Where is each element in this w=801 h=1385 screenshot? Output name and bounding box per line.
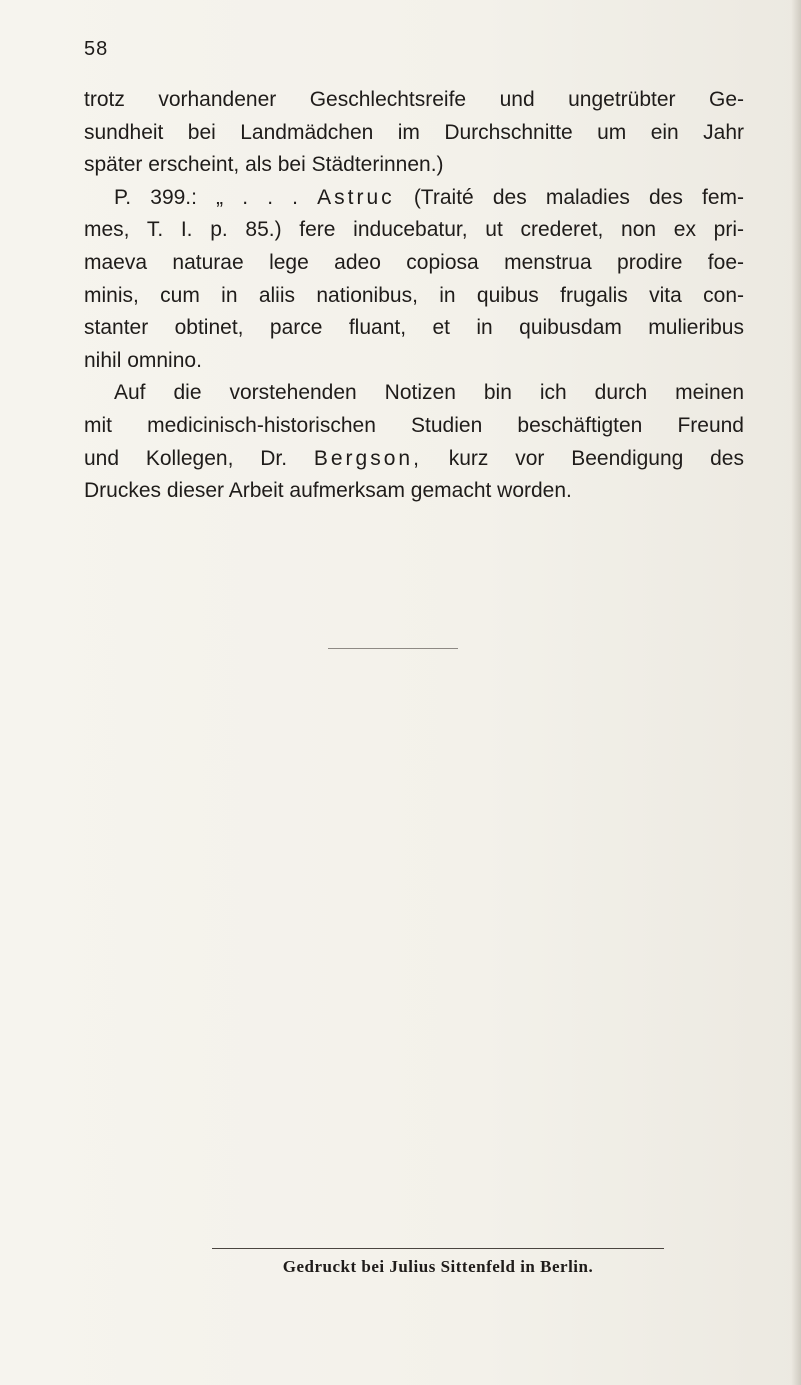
text-line: sundheit bei Landmädchen im Durchschnitte um ein Jahr <box>84 120 744 144</box>
citation-title: (Traité des maladies des fem- <box>413 185 744 209</box>
text-line <box>84 443 744 476</box>
printer-imprint: Gedruckt bei Julius Sittenfeld in Berlin. <box>282 1257 594 1276</box>
author-name: Astruc <box>317 185 395 209</box>
text-line: Druckes dieser Arbeit aufmerksam gemacht worden. <box>84 479 572 503</box>
text-line: maeva naturae lege adeo copiosa menstrua prodire foe- <box>84 250 744 274</box>
text-segment: kurz vor Beendigung des <box>448 446 744 470</box>
text-line: Auf die vorstehenden Notizen bin ich durch meinen <box>114 381 744 405</box>
divider-rule <box>328 648 458 649</box>
text-line: mes, T. I. p. 85.) fere inducebatur, ut crederet, non ex pri- <box>84 218 744 242</box>
body-text <box>84 84 744 508</box>
person-name: Bergson, <box>313 446 422 470</box>
paragraph-2 <box>84 182 744 378</box>
text-line: nihil omnino. <box>84 348 202 372</box>
paragraph-1 <box>84 84 744 182</box>
text-line: stanter obtinet, parce fluant, et in quibusdam mulieribus <box>84 316 744 340</box>
text-line: später erscheint, als bei Städterinnen.) <box>84 153 444 177</box>
text-line: trotz vorhandener Geschlechtsreife und ungetrübter Ge- <box>84 88 744 111</box>
citation-reference: P. 399.: „ . . . <box>114 185 299 209</box>
text-line <box>84 182 744 215</box>
text-segment: und Kollegen, Dr. <box>84 446 288 470</box>
page-edge-shadow <box>791 0 801 1385</box>
text-line: minis, cum in aliis nationibus, in quibus frugalis vita con- <box>84 283 744 307</box>
footer-rule <box>212 1248 664 1249</box>
page-number: 58 <box>84 38 109 60</box>
paragraph-3 <box>84 377 744 507</box>
text-line: mit medicinisch-historischen Studien beschäftigten Freund <box>84 413 744 437</box>
